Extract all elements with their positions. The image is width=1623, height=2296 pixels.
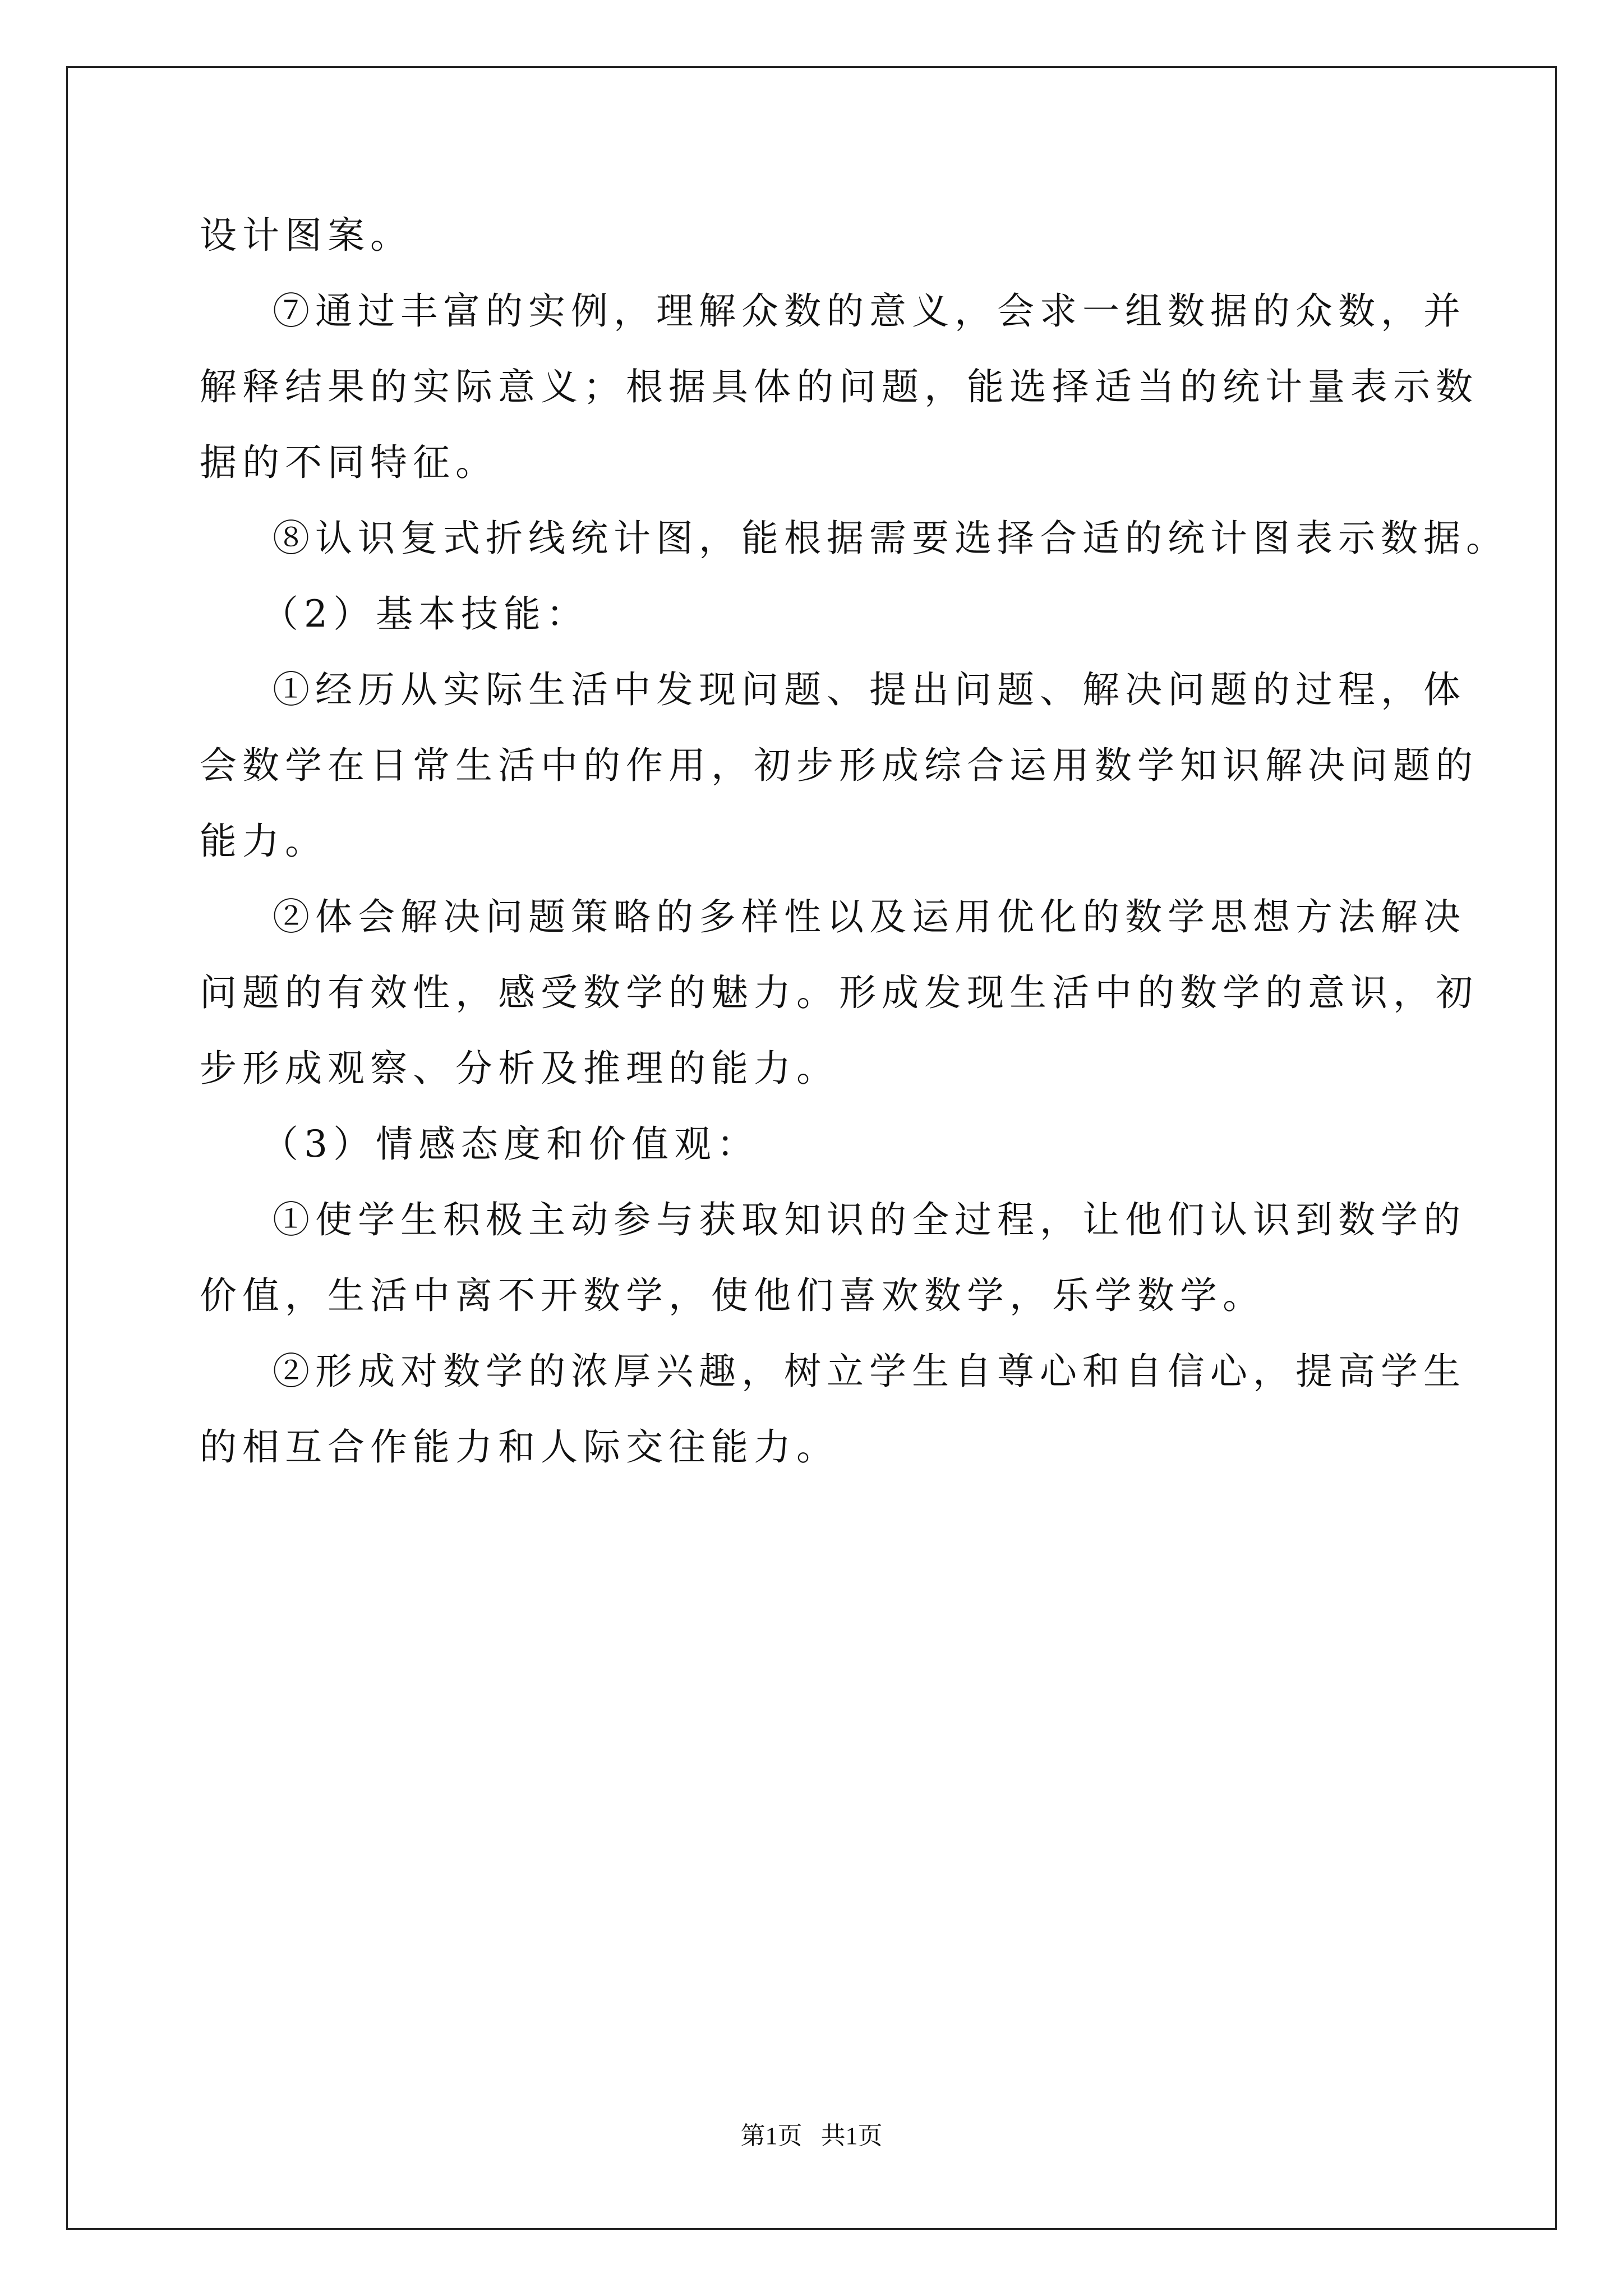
text-line: ①经历从实际生活中发现问题、提出问题、解决问题的过程，体 xyxy=(273,668,1466,711)
text-line: ⑦通过丰富的实例，理解众数的意义，会求一组数据的众数，并 xyxy=(273,289,1466,333)
page-number-footer: 第1页 共1页 xyxy=(740,2122,883,2150)
text-line: ②形成对数学的浓厚兴趣，树立学生自尊心和自信心，提高学生 xyxy=(273,1350,1466,1393)
text-line: 价值，生活中离不开数学，使他们喜欢数学，乐学数学。 xyxy=(200,1274,1265,1317)
text-line: 步形成观察、分析及推理的能力。 xyxy=(200,1047,839,1090)
text-line: 会数学在日常生活中的作用，初步形成综合运用数学知识解决问题的 xyxy=(200,744,1478,787)
text-line: ②体会解决问题策略的多样性以及运用优化的数学思想方法解决 xyxy=(273,895,1466,938)
text-line: ①使学生积极主动参与获取知识的全过程，让他们认识到数学的 xyxy=(273,1198,1466,1241)
text-line: 能力。 xyxy=(200,820,328,863)
text-line: 的相互合作能力和人际交往能力。 xyxy=(200,1425,839,1469)
text-line: ⑧认识复式折线统计图，能根据需要选择合适的统计图表示数据。 xyxy=(273,517,1509,560)
text-line: 设计图案。 xyxy=(200,214,413,257)
text-line: 解释结果的实际意义；根据具体的问题，能选择适当的统计量表示数 xyxy=(200,365,1478,408)
text-line: 据的不同特征。 xyxy=(200,441,498,484)
section-heading: （2）基本技能： xyxy=(261,592,589,636)
text-line: 问题的有效性，感受数学的魅力。形成发现生活中的数学的意识，初 xyxy=(200,971,1478,1014)
section-heading: （3）情感态度和价值观： xyxy=(261,1122,759,1166)
